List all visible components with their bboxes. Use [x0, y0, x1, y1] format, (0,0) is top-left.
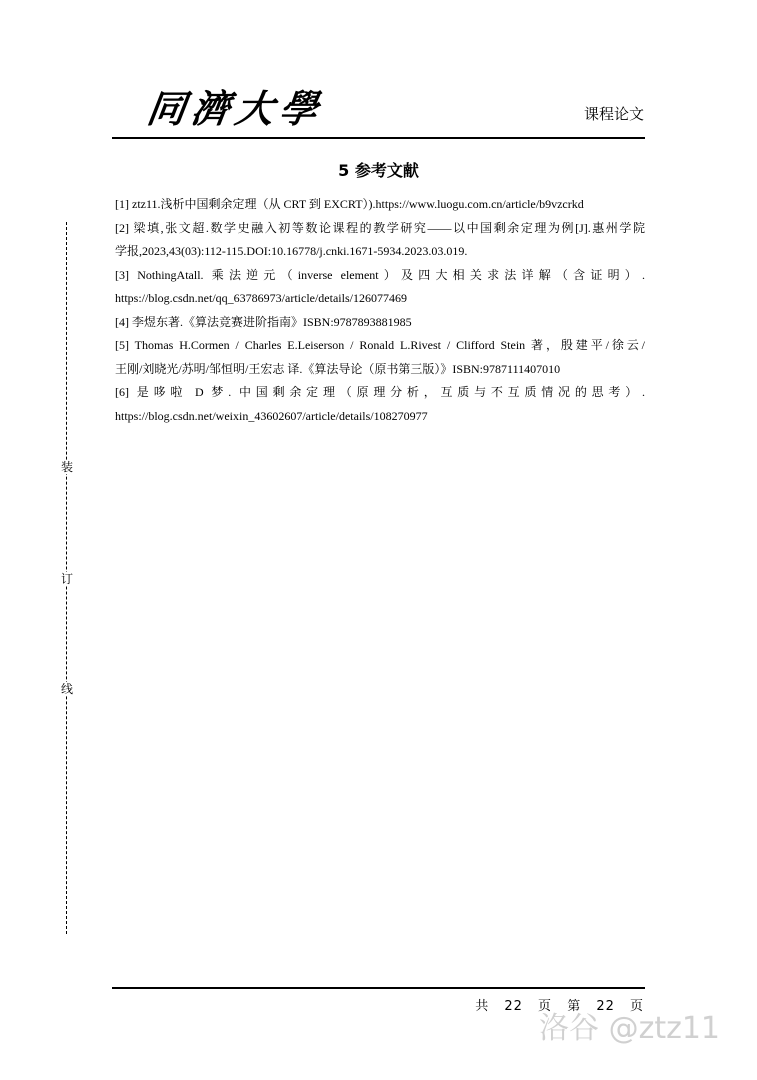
reference-line: [6] 是哆啦 D 梦. 中国剩余定理（原理分析，互质与不互质情况的思考）. — [115, 385, 645, 399]
watermark: 洛谷 @ztz11 — [539, 1011, 720, 1046]
reference-link[interactable]: https://blog.csdn.net/weixin_43602607/article/details/108270977 — [115, 408, 428, 423]
reference-list — [115, 193, 645, 428]
reference-item-3 — [115, 264, 645, 311]
reference-line: 王刚/刘晓光/苏明/邹恒明/王宏志 译.《算法导论（原书第三版）》ISBN:9787111407010 — [115, 361, 561, 376]
reference-link[interactable]: https://blog.csdn.net/qq_63786973/article/details/126077469 — [115, 291, 407, 305]
page-count: 共 22 页 第 22 页 — [475, 999, 644, 1014]
reference-line: [5] Thomas H.Cormen / Charles E.Leiserson / Ronald L.Rivest / Clifford Stein 著，殷建平/徐云/ — [115, 338, 645, 352]
reference-line: 学报,2023,43(03):112-115.DOI:10.16778/j.cnki.1671-5934.2023.03.019. — [115, 244, 468, 258]
section-title: 5 参考文献 — [338, 161, 419, 180]
reference-line: [1] ztz11.浅析中国剩余定理（从 CRT 到 EXCRT）).https://www.luogu.com.cn/article/b9vzcrkd — [115, 197, 584, 211]
reference-line: [4] 李煜东著.《算法竞赛进阶指南》ISBN:9787893881985 — [115, 314, 412, 329]
footer-rule — [112, 987, 645, 989]
university-logo: 同濟大學 — [144, 86, 327, 131]
binding-line — [60, 222, 74, 934]
course-label: 课程论文 — [583, 105, 644, 123]
binding-char-zhuang: 装 — [60, 460, 73, 474]
binding-char-xian: 线 — [60, 682, 73, 696]
header-rule — [112, 137, 645, 139]
reference-item-1 — [115, 193, 645, 217]
reference-item-4 — [115, 311, 645, 335]
reference-line: [3] NothingAtall. 乘法逆元（inverse element）及四大相关求法详解（含证明）. — [115, 267, 645, 282]
reference-item-6 — [115, 381, 645, 428]
binding-char-ding: 订 — [60, 572, 73, 586]
reference-item-2 — [115, 217, 645, 264]
reference-item-5 — [115, 334, 645, 381]
reference-line: [2] 梁填,张文超.数学史融入初等数论课程的教学研究——以中国剩余定理为例[J].惠州学院 — [115, 220, 645, 235]
